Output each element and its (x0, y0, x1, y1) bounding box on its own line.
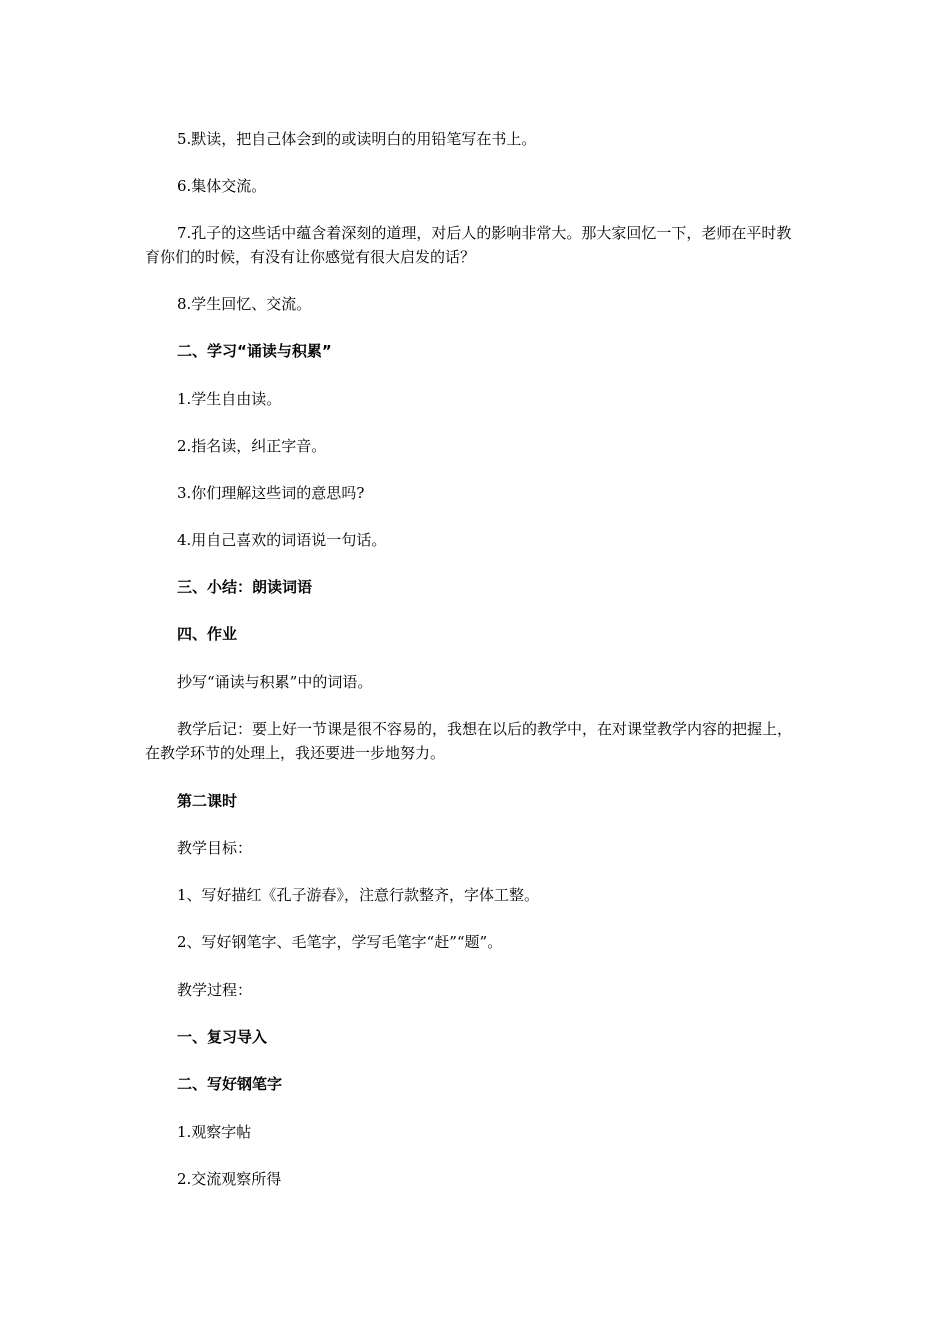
paragraph-observe-copybook: 1.观察字帖 (177, 1123, 252, 1141)
paragraph-goal-1: 1、写好描红《孔子游春》，注意行款整齐，字体工整。 (177, 886, 540, 904)
paragraph-share-observations: 2.交流观察所得 (177, 1170, 282, 1188)
heading-section-3: 三、小结：朗读词语 (177, 578, 313, 596)
paragraph-teaching-notes: 教学后记：要上好一节课是很不容易的，我想在以后的教学中，在对课堂教学内容的把握上，在教学环节的处理上，我还要进一步地努力。 (145, 720, 793, 762)
paragraph-step-6: 6.集体交流。 (177, 177, 267, 195)
heading-second-lesson: 第二课时 (177, 792, 238, 810)
paragraph-item-4: 4.用自己喜欢的词语说一句话。 (177, 531, 387, 549)
paragraph-homework: 抄写“诵读与积累”中的词语。 (177, 673, 373, 691)
paragraph-item-3: 3.你们理解这些词的意思吗? (177, 484, 365, 502)
paragraph-teaching-goals-label: 教学目标： (177, 839, 253, 857)
heading-section-4: 四、作业 (177, 625, 238, 643)
paragraph-step-8: 8.学生回忆、交流。 (177, 295, 312, 313)
heading-section-2: 二、学习“诵读与积累” (177, 342, 332, 360)
paragraph-item-1: 1.学生自由读。 (177, 390, 282, 408)
paragraph-step-5: 5.默读，把自己体会到的或读明白的用铅笔写在书上。 (177, 130, 537, 148)
heading-review-intro: 一、复习导入 (177, 1028, 268, 1046)
paragraph-step-7: 7.孔子的这些话中蕴含着深刻的道理，对后人的影响非常大。那大家回忆一下，老师在平时教育你们的时候，有没有让你感觉有很大启发的话？ (145, 224, 792, 266)
paragraph-item-2: 2.指名读，纠正字音。 (177, 437, 327, 455)
paragraph-goal-2: 2、写好钢笔字、毛笔字，学写毛笔字“赶”“题”。 (177, 933, 503, 951)
paragraph-teaching-process-label: 教学过程： (177, 981, 253, 999)
heading-pen-writing: 二、写好钢笔字 (177, 1075, 283, 1093)
